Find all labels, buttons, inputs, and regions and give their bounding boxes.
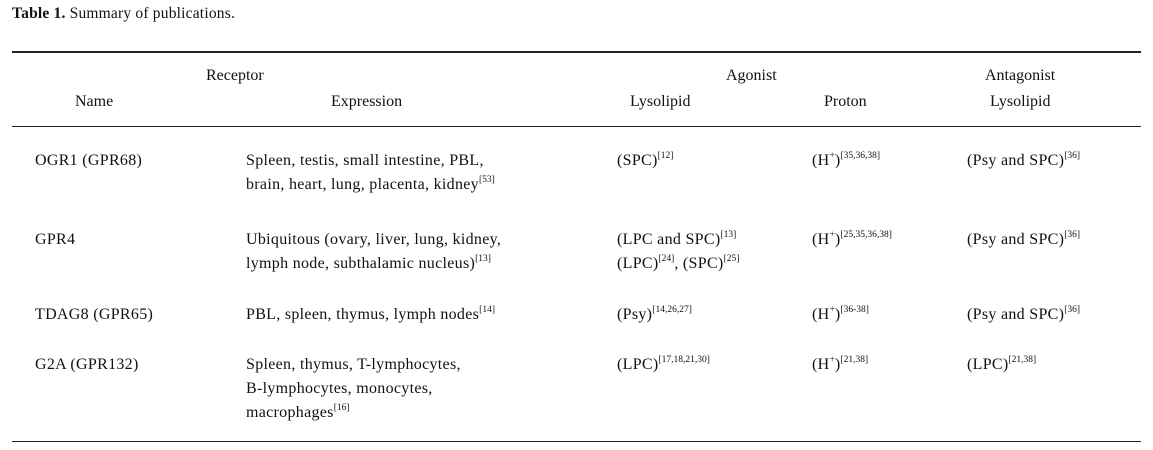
row-name: GPR4 bbox=[35, 231, 76, 248]
row-antagonist: (Psy and SPC)[36] bbox=[967, 151, 1081, 169]
row-agonist-lysolipid: (LPC)[17,18,21,30] bbox=[617, 355, 710, 373]
header-expression: Expression bbox=[331, 93, 403, 110]
row-agonist-proton: (H+)[25,35,36,38] bbox=[812, 230, 892, 248]
header-rule bbox=[12, 126, 1141, 127]
row-agonist-proton: (H+)[36-38] bbox=[812, 305, 869, 323]
row-expression: Ubiquitous (ovary, liver, lung, kidney, lymph node, subthalamic nucleus)[13] bbox=[246, 231, 502, 272]
row-agonist-proton: (H+)[35,36,38] bbox=[812, 151, 881, 169]
header-agonist-lysolipid: Lysolipid bbox=[630, 93, 691, 110]
caption-label: Table 1. bbox=[12, 5, 66, 22]
header-antagonist-lysolipid: Lysolipid bbox=[990, 93, 1051, 110]
row-agonist-lysolipid: (Psy)[14,26,27] bbox=[617, 305, 692, 323]
bottom-rule bbox=[12, 441, 1141, 442]
header-group-agonist: Agonist bbox=[726, 67, 777, 84]
row-antagonist: (LPC)[21,38] bbox=[967, 355, 1037, 373]
top-rule bbox=[12, 51, 1141, 53]
row-agonist-lysolipid: (LPC and SPC)[13] (LPC)[24], (SPC)[25] bbox=[617, 230, 740, 272]
row-name: TDAG8 (GPR65) bbox=[35, 306, 154, 323]
row-agonist-lysolipid: (SPC)[12] bbox=[617, 151, 674, 169]
row-antagonist: (Psy and SPC)[36] bbox=[967, 230, 1081, 248]
row-expression: Spleen, thymus, T-lymphocytes, B-lymphocytes, monocytes, macrophages[16] bbox=[246, 356, 461, 421]
caption-text: Summary of publications. bbox=[65, 5, 236, 22]
header-name: Name bbox=[75, 93, 114, 110]
row-name: G2A (GPR132) bbox=[35, 356, 139, 373]
header-group-antagonist: Antagonist bbox=[985, 67, 1056, 84]
header-agonist-proton: Proton bbox=[824, 93, 867, 110]
row-name: OGR1 (GPR68) bbox=[35, 152, 143, 169]
row-expression: PBL, spleen, thymus, lymph nodes[14] bbox=[246, 305, 495, 323]
row-agonist-proton: (H+)[21,38] bbox=[812, 355, 869, 373]
row-antagonist: (Psy and SPC)[36] bbox=[967, 305, 1081, 323]
table-caption bbox=[12, 5, 235, 23]
header-group-receptor: Receptor bbox=[206, 67, 264, 84]
row-expression: Spleen, testis, small intestine, PBL, brain, heart, lung, placenta, kidney[53] bbox=[246, 152, 495, 193]
